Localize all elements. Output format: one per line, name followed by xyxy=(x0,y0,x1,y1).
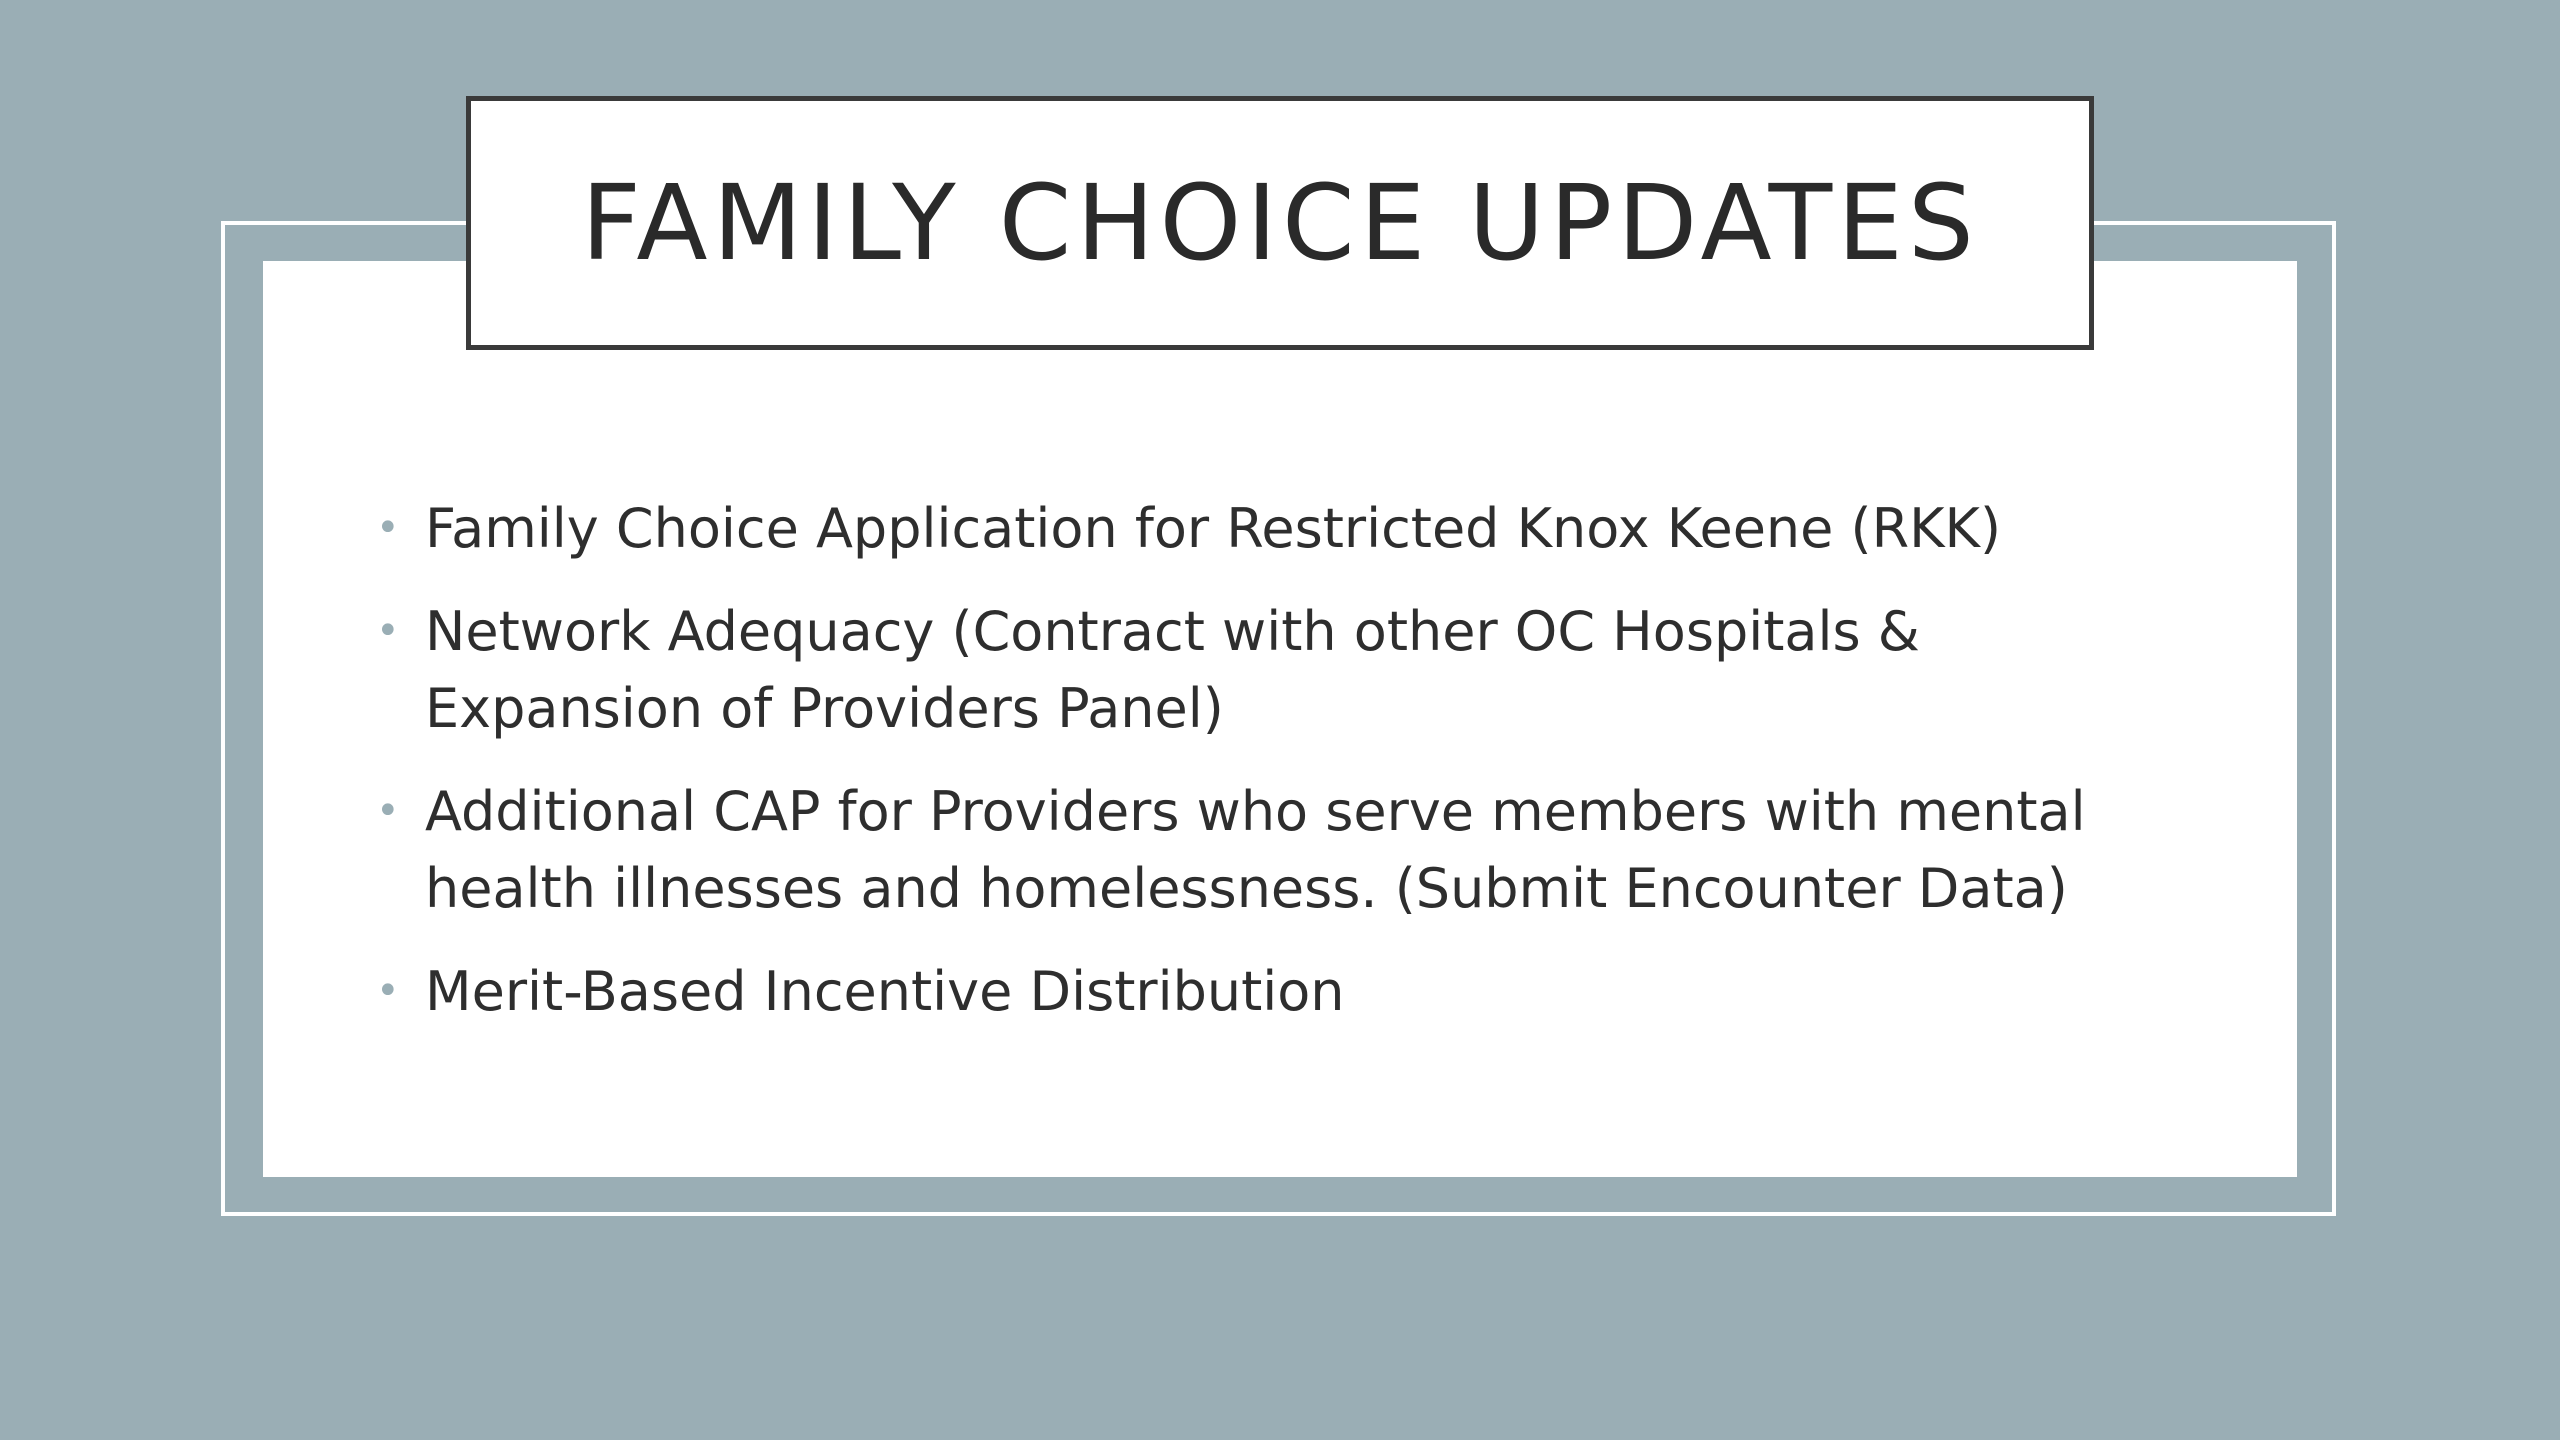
bullet-item xyxy=(372,773,2112,927)
bullet-text: Family Choice Application for Restricted Knox Keene (RKK) xyxy=(425,497,2002,560)
bullet-dot-icon: • xyxy=(376,788,400,834)
bullet-list xyxy=(372,490,2112,1056)
bullet-dot-icon: • xyxy=(376,505,400,551)
bullet-text: Additional CAP for Providers who serve members with mental health illnesses and homelessness. (Submit Encounter Data) xyxy=(425,780,2086,920)
bullet-dot-icon: • xyxy=(376,968,400,1014)
bullet-text: Merit-Based Incentive Distribution xyxy=(425,960,1345,1023)
bullet-item xyxy=(372,953,2112,1030)
title-box xyxy=(466,96,2094,350)
slide-title: FAMILY CHOICE UPDATES xyxy=(581,162,1979,284)
bullet-dot-icon: • xyxy=(376,608,400,654)
bullet-item xyxy=(372,593,2112,747)
bullet-text: Network Adequacy (Contract with other OC Hospitals & Expansion of Providers Panel) xyxy=(425,600,1920,740)
bullet-item xyxy=(372,490,2112,567)
